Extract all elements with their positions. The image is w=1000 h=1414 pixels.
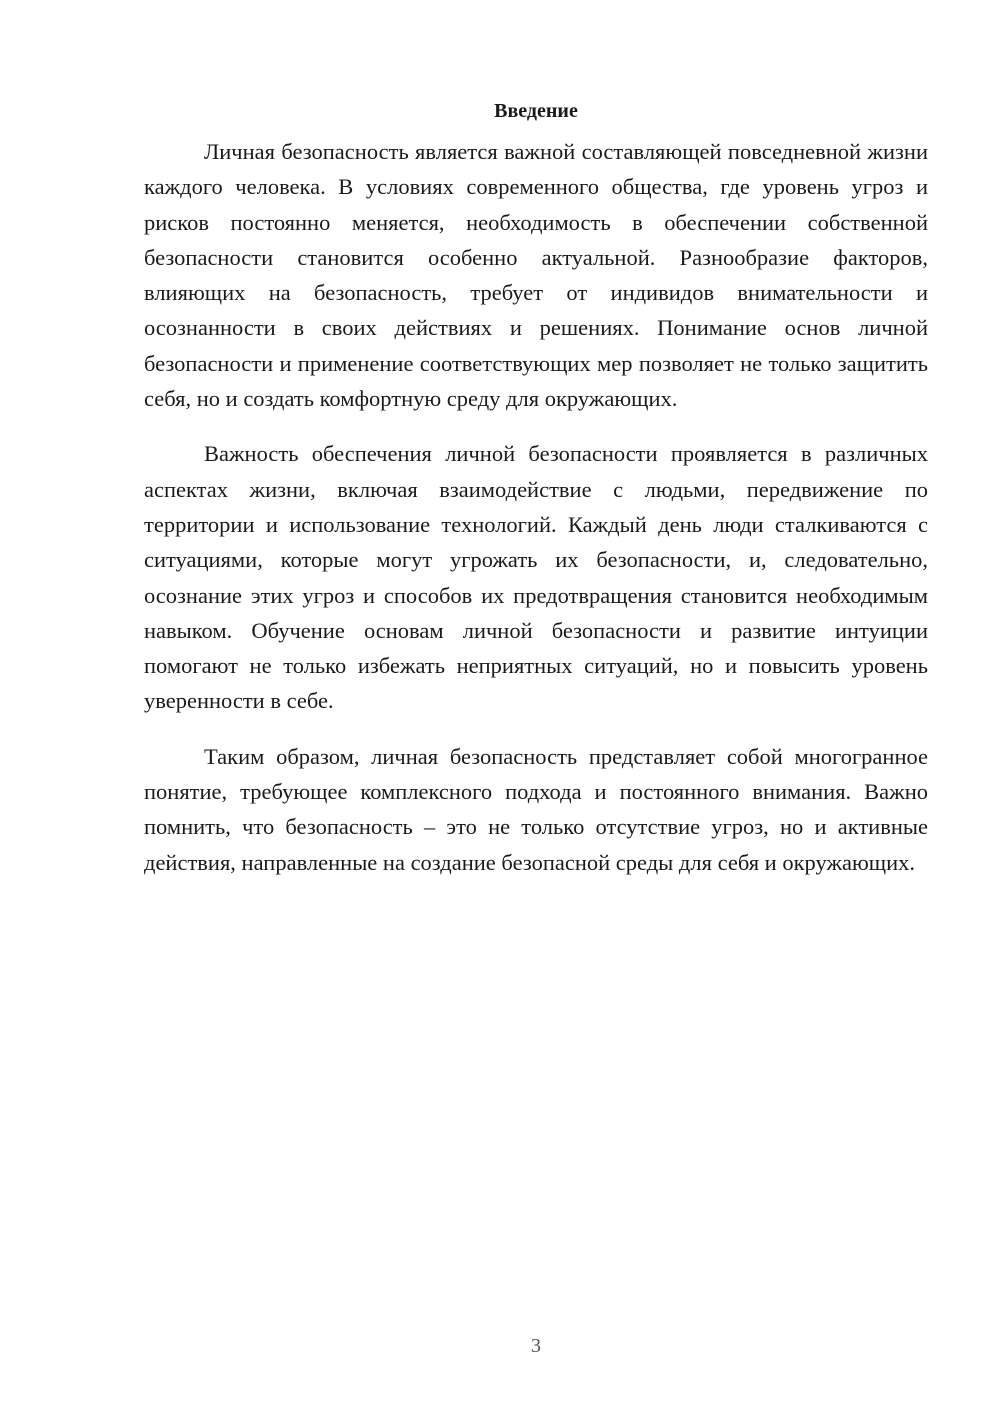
paragraph: Личная безопасность является важной составляющей повседневной жизни каждого человека. В условиях современного общества, где уровень угроз и рисков постоянно меняется, необходимость в обеспечении собственной безопасности становится особенно актуальной. Разнообразие факторов, влияющих на безопасность, требует от индивидов внимательности и осознанности в своих действиях и решениях. Понимание основ личной безопасности и применение соответствующих мер позволяет не только защитить себя, но и создать комфортную среду для окружающих. [144,139,928,412]
section-heading: Введение [494,100,578,122]
page-number: 3 [531,1335,541,1357]
paragraph: Важность обеспечения личной безопасности проявляется в различных аспектах жизни, включая взаимодействие с людьми, передвижение по территории и использование технологий. Каждый день люди сталкиваются с ситуациями, которые могут угрожать их безопасности, и, следовательно, осознание этих угроз и способов их предотвращения становится необходимым навыком. Обучение основам личной безопасности и развитие интуиции помогают не только избежать неприятных ситуаций, но и повысить уровень уверенности в себе. [144,441,928,714]
paragraph: Таким образом, личная безопасность представляет собой многогранное понятие, требующее комплексного подхода и постоянного внимания. Важно помнить, что безопасность – это не только отсутствие угроз, но и активные действия, направленные на создание безопасной среды для себя и окружающих. [144,743,928,875]
page-content [144,94,928,900]
